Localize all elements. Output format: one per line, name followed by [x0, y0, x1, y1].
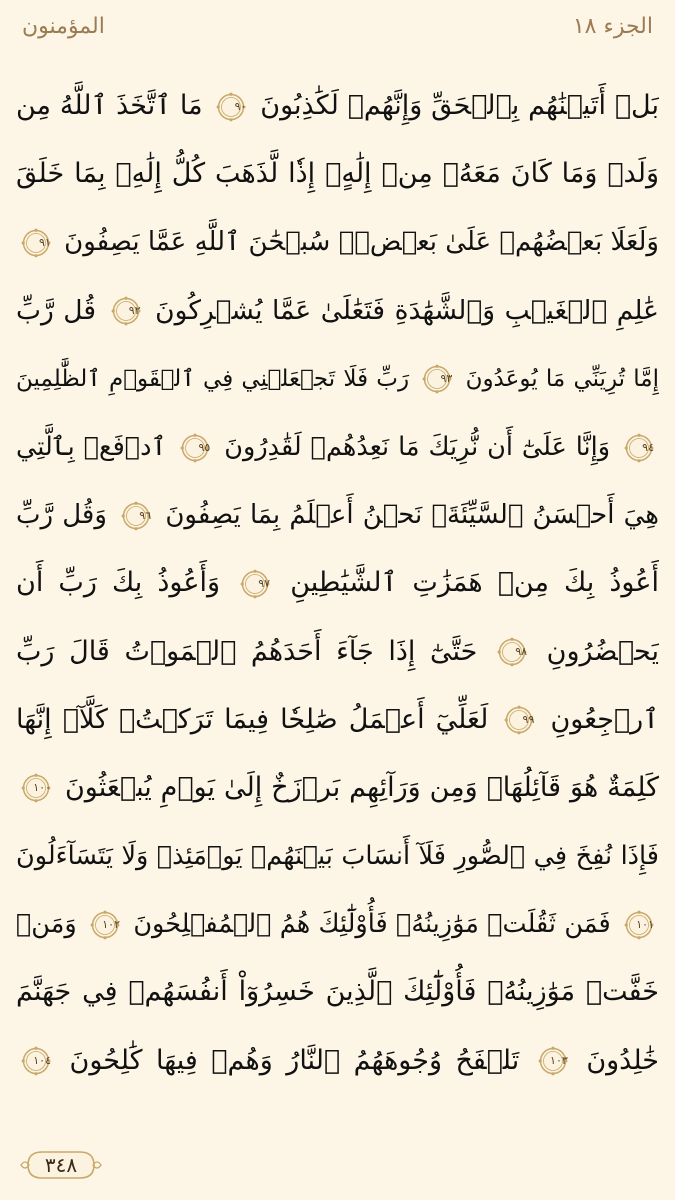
- verse-line: [16, 958, 659, 1026]
- verse-text: إِمَّا تُرِيَنِّي مَا يُوعَدُونَ: [465, 365, 659, 392]
- ayah-marker: [121, 501, 151, 531]
- ayah-marker: [538, 1046, 568, 1076]
- verse-line: [16, 208, 659, 276]
- ayah-marker: [504, 705, 534, 735]
- ayah-number: ٩٧: [258, 576, 271, 590]
- ayah-number: ٩٥: [198, 440, 211, 454]
- verse-line: [16, 822, 659, 890]
- juz-label: الجزء ١٨: [572, 14, 653, 39]
- verse-line: [16, 686, 659, 754]
- page-header: [0, 0, 675, 60]
- page-number: ٣٤٨: [44, 1153, 78, 1177]
- ayah-marker: [180, 433, 210, 463]
- verse-text: خَٰلِدُونَ: [586, 1044, 659, 1076]
- ayah-number: ٩٢: [128, 304, 141, 318]
- ayah-number: ١٠٢: [102, 918, 120, 932]
- ayah-number: ٩٠: [234, 99, 247, 113]
- ayah-number: ١٠٠: [33, 781, 51, 795]
- ayah-marker: [21, 1046, 51, 1076]
- ayah-marker: [624, 910, 654, 940]
- verse-line: [16, 890, 659, 958]
- verse-line: [16, 481, 659, 549]
- verse-text: رَبِّ فَلَا تَجۡعَلۡنِي فِي ٱلۡقَوۡمِ ٱلظَّٰلِمِينَ: [16, 365, 410, 392]
- verse-text: ٱرۡجِعُونِ: [550, 703, 659, 735]
- verse-line: [16, 413, 659, 481]
- verse-line: [16, 277, 659, 345]
- ayah-marker: [90, 910, 120, 940]
- ayah-number: ٩٣: [440, 372, 453, 386]
- verse-text: فَمَن ثَقُلَتۡ مَوَٰزِينُهُۥ فَأُوْلَٰٓئِكَ هُمُ ٱلۡمُفۡلِحُونَ: [133, 909, 611, 940]
- verse-text: قُل رَّبِّ: [16, 294, 97, 326]
- verse-text: أَعُوذُ بِكَ مِنۡ هَمَزَٰتِ ٱلشَّيَٰطِينِ: [290, 567, 659, 599]
- ayah-marker: [422, 364, 452, 394]
- verse-text: فَإِذَا نُفِخَ فِي ٱلصُّورِ فَلَآ أَنسَابَ بَيۡنَهُمۡ يَوۡمَئِذٖ وَلَا يَتَسَآءَلُونَ: [16, 841, 659, 872]
- ayah-number: ١٠١: [636, 918, 654, 932]
- ayah-marker: [21, 773, 51, 803]
- verse-line: [16, 754, 659, 822]
- ayah-number: ٩٨: [515, 645, 528, 658]
- ayah-marker: [497, 637, 527, 667]
- verse-text: وَلَدٖ وَمَا كَانَ مَعَهُۥ مِنۡ إِلَٰهٍۚ إِذٗا لَّذَهَبَ كُلُّ إِلَٰهِۭ بِمَا خَلَقَ: [16, 158, 659, 190]
- ayah-number: ١٠٣: [550, 1054, 568, 1068]
- verse-line: [16, 618, 659, 686]
- verse-text: يَحۡضُرُونِ: [546, 635, 659, 667]
- verse-text: وَمَنۡ: [16, 909, 77, 940]
- verse-text: كَلِمَةٌ هُوَ قَآئِلُهَاۖ وَمِن وَرَآئِهِم بَرۡزَخٌ إِلَىٰ يَوۡمِ يُبۡعَثُونَ: [64, 771, 659, 803]
- verse-text: لَعَلِّيٓ أَعۡمَلُ صَٰلِحٗا فِيمَا تَرَكۡتُۚ كَلَّآۚ إِنَّهَا: [16, 703, 489, 735]
- verse-text: وَقُل رَّبِّ: [16, 500, 107, 531]
- verse-line: [16, 345, 659, 413]
- verse-line: [16, 72, 659, 140]
- ayah-marker: [21, 228, 51, 258]
- verse-text: وَأَعُوذُ بِكَ رَبِّ أَن: [16, 567, 220, 599]
- verse-text: وَلَعَلَا بَعۡضُهُمۡ عَلَىٰ بَعۡضٖۚ سُبۡحَٰنَ ٱللَّهِ عَمَّا يَصِفُونَ: [64, 227, 659, 258]
- verse-line: [16, 549, 659, 617]
- ayah-marker: [240, 569, 270, 599]
- verse-text: خَفَّتۡ مَوَٰزِينُهُۥ فَأُوْلَٰٓئِكَ ٱلَّذِينَ خَسِرُوٓاْ أَنفُسَهُمۡ فِي جَهَنَّمَ: [16, 976, 659, 1008]
- ayah-marker: [624, 433, 654, 463]
- verse-line: [16, 140, 659, 208]
- verse-text: حَتَّىٰٓ إِذَا جَآءَ أَحَدَهُمُ ٱلۡمَوۡتُ قَالَ رَبِّ: [16, 635, 478, 667]
- surah-name: المؤمنون: [22, 14, 105, 39]
- verse-text: تَلۡفَحُ وُجُوهَهُمُ ٱلنَّارُ وَهُمۡ فِيهَا كَٰلِحُونَ: [69, 1044, 520, 1076]
- verse-text: ٱدۡفَعۡ بِٱلَّتِي: [16, 431, 167, 462]
- ayah-number: ٩٤: [642, 440, 654, 454]
- quran-text: [16, 72, 659, 1095]
- verse-text: هِيَ أَحۡسَنُ ٱلسَّيِّئَةَۚ نَحۡنُ أَعۡلَمُ بِمَا يَصِفُونَ: [165, 500, 659, 531]
- verse-line: [16, 1027, 659, 1095]
- ayah-number: ٩٩: [522, 713, 535, 727]
- ayah-marker: [216, 92, 246, 122]
- page-number-badge: [18, 1148, 104, 1182]
- ayah-number: ٩٦: [139, 508, 152, 522]
- ayah-marker: [111, 296, 141, 326]
- verse-text: وَإِنَّا عَلَىٰٓ أَن نُّرِيَكَ مَا نَعِدُهُمۡ لَقَٰدِرُونَ: [224, 431, 611, 462]
- ayah-number: ١٠٤: [33, 1054, 51, 1068]
- verse-text: عَٰلِمِ ٱلۡغَيۡبِ وَٱلشَّهَٰدَةِ فَتَعَٰلَىٰ عَمَّا يُشۡرِكُونَ: [155, 294, 659, 326]
- ayah-number: ٩١: [39, 235, 51, 249]
- verse-text: بَلۡ أَتَيۡنَٰهُم بِٱلۡحَقِّ وَإِنَّهُمۡ لَكَٰذِبُونَ: [260, 90, 659, 121]
- verse-text: مَا ٱتَّخَذَ ٱللَّهُ مِن: [16, 90, 203, 121]
